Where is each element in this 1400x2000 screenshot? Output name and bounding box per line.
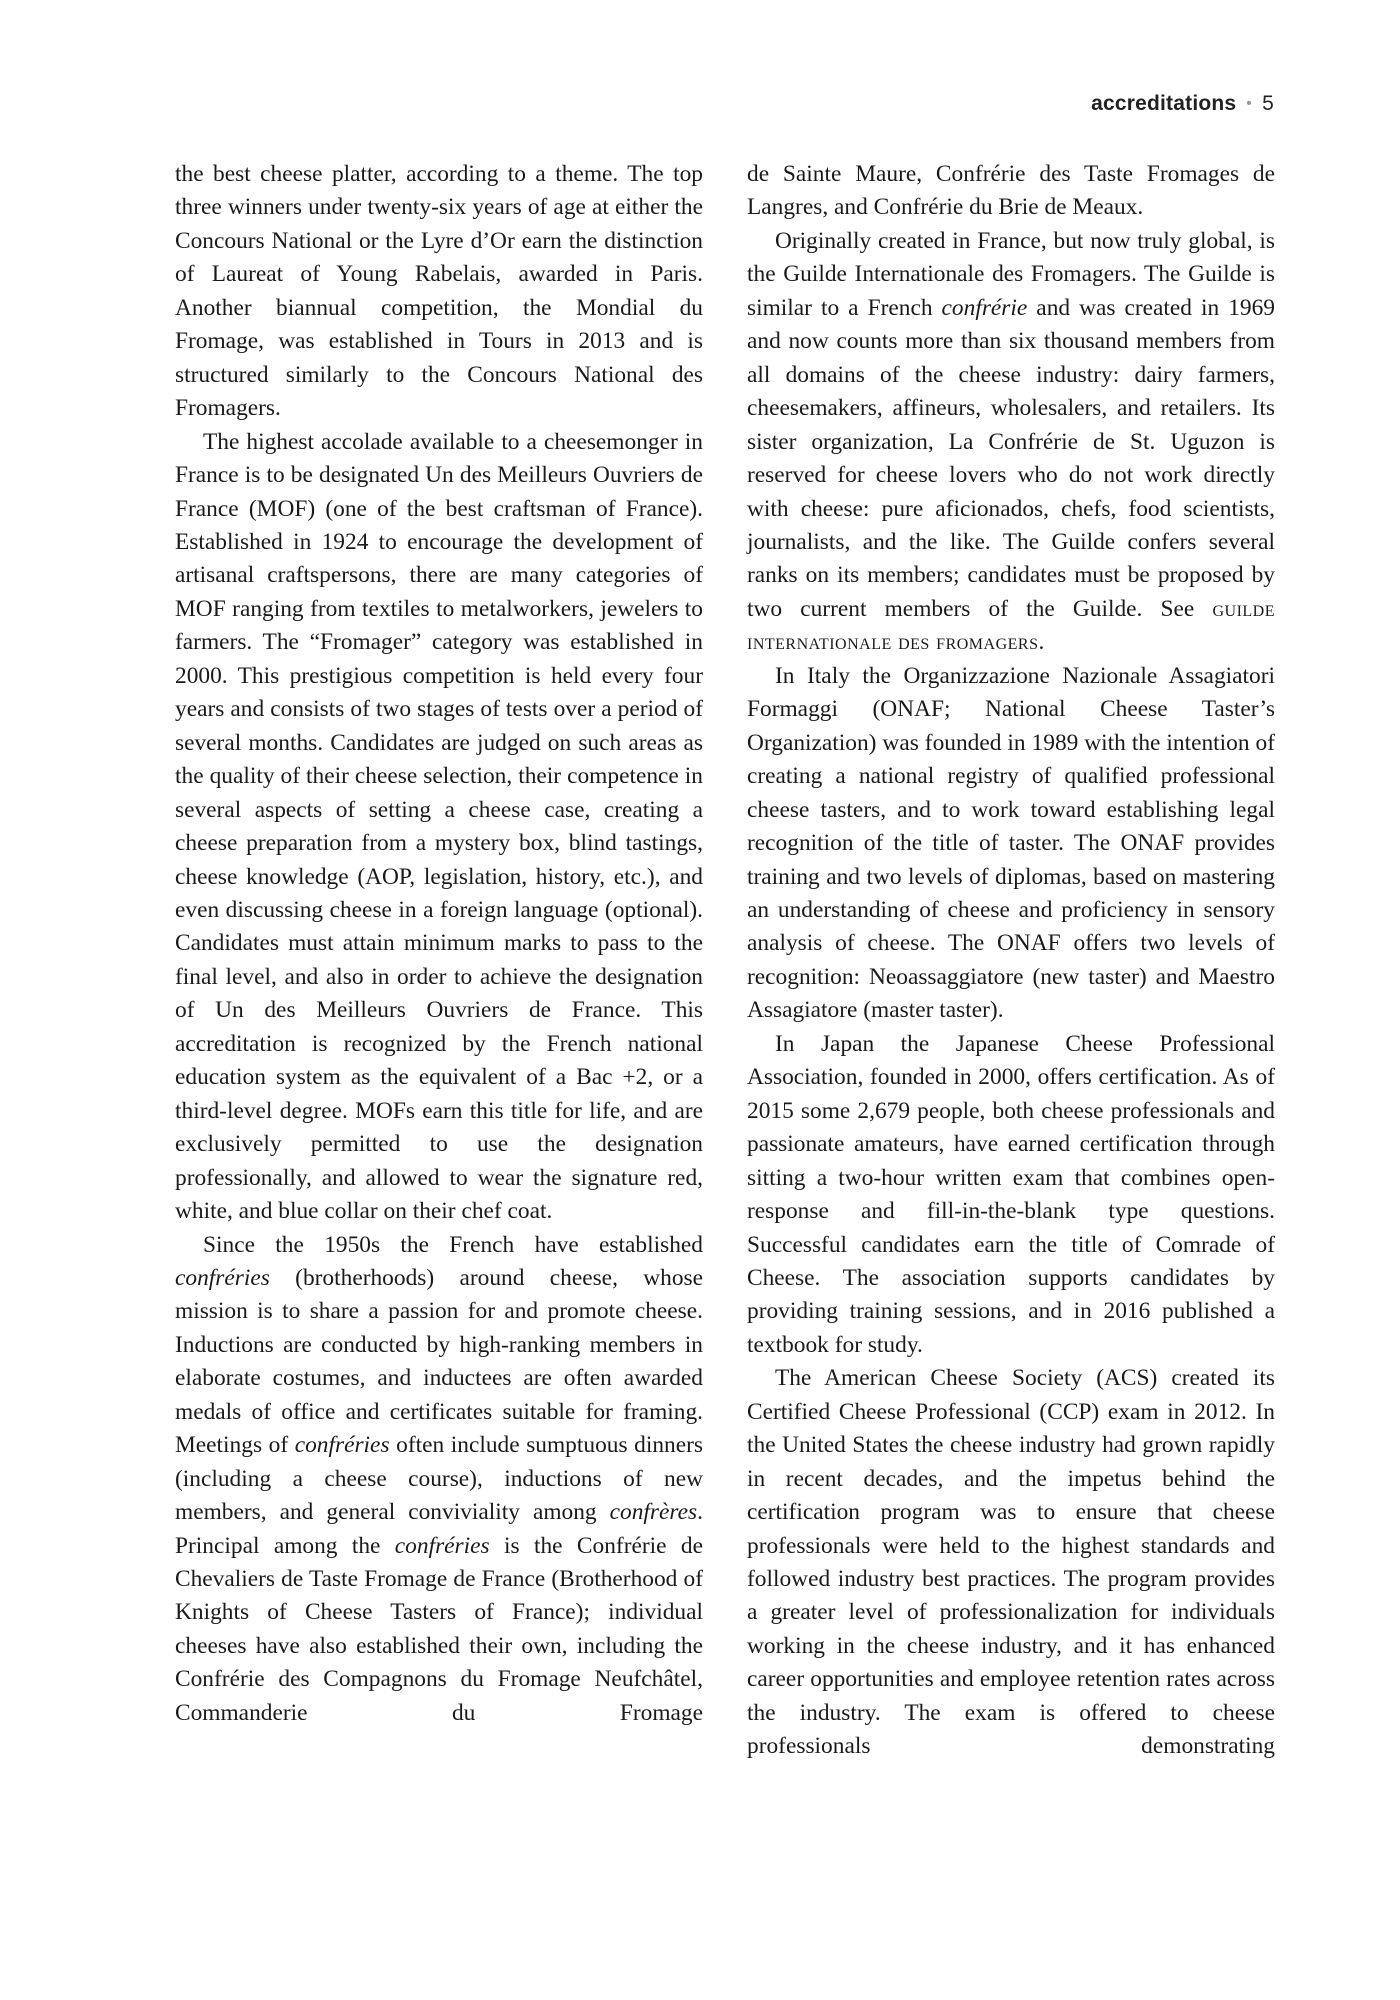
- text-run: and was created in 1969 and now counts more than six thousand members from all domains of the cheese industry: dairy farmers, cheesemakers, affineurs, wholesalers, and retailers. Its sister organization, La Confrérie de St. Uguzon is reserved for cheese lovers who do not work directly with cheese: pure aficionados, chefs, food scientists, journalists, and the like. The Guilde confers several ranks on its members; candidates must be proposed by two current members of the Guilde. See: [747, 294, 1275, 622]
- text-run: often include sumptuous dinners (including a cheese course), inductions of new members, and general conviviality among: [175, 1432, 704, 1526]
- left-column: [175, 158, 703, 1730]
- cross-reference: guilde internationale des fromagers: [747, 595, 1275, 656]
- text-run: (brotherhoods) around cheese, whose mission is to share a passion for and promote cheese. Inductions are conducted by high-ranking members in elaborate costumes, and inductees are often awarded medals of office and certificates suitable for framing. Meetings of: [175, 1264, 703, 1459]
- paragraph: The highest accolade available to a cheesemonger in France is to be designated Un des Meilleurs Ouvriers de France (MOF) (one of the best craftsman of France). Established in 1924 to encourage the development of artisanal craftspersons, there are many categories of MOF ranging from textiles to metalworkers, jewelers to farmers. The “Fromager” category was established in 2000. This prestigious competition is held every four years and consists of two stages of tests over a period of several months. Candidates are judged on such areas as the quality of their cheese selection, their competence in several aspects of setting a cheese case, creating a cheese preparation from a mystery box, blind tastings, cheese knowledge (AOP, legislation, history, etc.), and even discussing cheese in a foreign language (optional). Candidates must attain minimum marks to pass to the final level, and also in order to achieve the designation of Un des Meilleurs Ouvriers de France. This accreditation is recognized by the French national education system as the equivalent of a Bac +2, or a third-level degree. MOFs earn this title for life, and are exclusively permitted to use the designation professionally, and allowed to wear the signature red, white, and blue collar on their chef coat.: [175, 428, 703, 1225]
- italic-term: confrérie: [941, 294, 1028, 321]
- running-head: [1091, 92, 1274, 116]
- section-title: accreditations: [1091, 92, 1237, 115]
- right-column: [747, 158, 1275, 1764]
- page-number: 5: [1262, 92, 1274, 115]
- paragraph: The American Cheese Society (ACS) created its Certified Cheese Professional (CCP) exam in 2012. In the United States the cheese industry had grown rapidly in recent decades, and the impetus behind the certification program was to ensure that cheese professionals were held to the highest standards and followed industry best practices. The program provides a greater level of professionalization for individuals working in the cheese industry, and it has enhanced career opportunities and employee retention rates across the industry. The exam is offered to cheese professionals demonstrating: [747, 1365, 1275, 1760]
- italic-term: confréries: [294, 1432, 390, 1459]
- italic-term: confrères: [609, 1499, 698, 1526]
- text-run: . Principal among the: [175, 1499, 703, 1559]
- text-run: .: [1038, 629, 1045, 656]
- text-run: is the Confrérie de Chevaliers de Taste Fromage de France (Brotherhood of Knights of Cheese Tasters of France); individual cheeses have also established their own, including the Confrérie des Compagnons du Fromage Neufchâtel, Commanderie du Fromage: [175, 1532, 703, 1726]
- paragraph: In Italy the Organizzazione Nazionale Assagiatori Formaggi (ONAF; National Cheese Taster’s Organization) was founded in 1989 with the intention of creating a national registry of qualified professional cheese tasters, and to work toward establishing legal recognition of the title of taster. The ONAF provides training and two levels of diplomas, based on mastering an understanding of cheese and proficiency in sensory analysis of cheese. The ONAF offers two levels of recognition: Neoassaggiatore (new taster) and Maestro Assagiatore (master taster).: [747, 662, 1275, 1024]
- paragraph: de Sainte Maure, Confrérie des Taste Fromages de Langres, and Confrérie du Brie de Meaux.: [747, 161, 1275, 221]
- text-run: Since the 1950s the French have established: [203, 1231, 703, 1258]
- paragraph: [175, 1229, 703, 1731]
- paragraph: [747, 225, 1275, 660]
- italic-term: confréries: [175, 1264, 270, 1291]
- text-run: Originally created in France, but now truly global, is the Guilde Internationale des Fromagers. The Guilde is similar to a French: [747, 227, 1275, 321]
- italic-term: confréries: [394, 1532, 490, 1559]
- separator-dot: •: [1246, 95, 1253, 112]
- paragraph: In Japan the Japanese Cheese Professional Association, founded in 2000, offers certification. As of 2015 some 2,679 people, both cheese professionals and passionate amateurs, have earned certification through sitting a two-hour written exam that combines open-response and fill-in-the-blank type questions. Successful candidates earn the title of Comrade of Cheese. The association supports candidates by providing training sessions, and in 2016 published a textbook for study.: [747, 1030, 1275, 1358]
- paragraph: the best cheese platter, according to a theme. The top three winners under twenty-six years of age at either the Concours National or the Lyre d’Or earn the distinction of Laureat of Young Rabelais, awarded in Paris. Another biannual competition, the Mondial du Fromage, was established in Tours in 2013 and is structured similarly to the Concours National des Fromagers.: [175, 161, 703, 422]
